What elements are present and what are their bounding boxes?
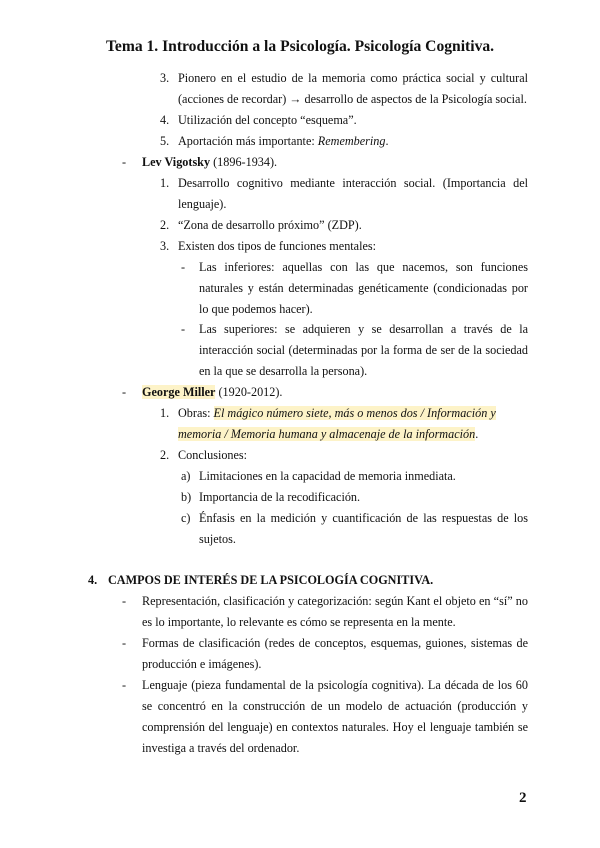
list-number: 1.: [160, 406, 170, 420]
sub-item-text: Las superiores: se adquieren y se desarrollan a través de la: [199, 322, 528, 336]
list-item-text: comprensión del lenguaje) en contextos naturales. Hoy el lenguaje también se: [142, 720, 528, 734]
list-number: 3.: [160, 239, 170, 253]
list-item-text: investiga a través del ordenador.: [142, 741, 300, 755]
works-line: [178, 427, 478, 441]
list-item-text: es lo importante, lo relevante es cómo se representa en la mente.: [142, 615, 456, 629]
works-titles: El mágico número siete, más o menos dos / Información y: [213, 406, 496, 420]
list-item-text: “Zona de desarrollo próximo” (ZDP).: [178, 218, 362, 232]
sub-item-text: en la que se desarrolla la persona).: [199, 364, 368, 378]
sub-item-text: Limitaciones en la capacidad de memoria inmediata.: [199, 469, 456, 483]
author-entry: [142, 385, 282, 399]
section-heading: CAMPOS DE INTERÉS DE LA PSICOLOGÍA COGNITIVA.: [108, 573, 434, 587]
sub-item-text: sujetos.: [199, 532, 236, 546]
author-entry: [142, 155, 277, 169]
letter-marker: c): [181, 511, 191, 525]
page-title: Tema 1. Introducción a la Psicología. Psicología Cognitiva.: [105, 38, 495, 55]
bullet: -: [122, 385, 127, 399]
author-name: Lev Vigotsky: [142, 155, 211, 169]
page-number: 2: [519, 790, 527, 806]
list-item-text: Desarrollo cognitivo mediante interacción social. (Importancia del: [178, 176, 528, 190]
list-item-text: producción e imágenes).: [142, 657, 262, 671]
works-titles: memoria / Memoria humana y almacenaje de la información: [178, 427, 476, 441]
list-item-text-prefix: Aportación más importante:: [178, 134, 318, 148]
works-line: [178, 406, 496, 420]
list-item-text: se concentró en la construcción de un modelo de actuación (producción y: [142, 699, 528, 713]
list-number: 3.: [160, 71, 170, 85]
list-item-text: Utilización del concepto “esquema”.: [178, 113, 357, 127]
sub-item-text: Énfasis en la medición y cuantificación de las respuestas de los: [199, 511, 528, 525]
list-item-text: Existen dos tipos de funciones mentales:: [178, 239, 377, 253]
list-number: 2.: [160, 218, 170, 232]
bullet: -: [122, 155, 127, 169]
sub-item-text: naturales y están determinadas genéticamente (condicionadas por: [199, 281, 528, 295]
sub-item-text: interacción social (determinadas por la forma de ser de la sociedad: [199, 343, 528, 357]
list-item-text: Lenguaje (pieza fundamental de la psicología cognitiva). La década de los 60: [142, 678, 528, 692]
section-number: 4.: [88, 573, 98, 587]
sub-bullet: -: [181, 322, 186, 336]
author-dates: (1896-1934).: [210, 155, 278, 169]
punctuation: .: [475, 427, 479, 441]
list-number: 2.: [160, 448, 170, 462]
bullet: -: [122, 594, 127, 608]
list-item-text: (acciones de recordar) → desarrollo de aspectos de la Psicología social.: [178, 92, 527, 106]
letter-marker: b): [181, 490, 192, 504]
book-title: Remembering: [317, 134, 386, 148]
bullet: -: [122, 678, 127, 692]
sub-item-text: Las inferiores: aquellas con las que nacemos, son funciones: [199, 260, 528, 274]
list-number: 4.: [160, 113, 170, 127]
list-item-text: [178, 134, 389, 148]
list-item-text: Formas de clasificación (redes de conceptos, esquemas, guiones, sistemas de: [142, 636, 528, 650]
list-number: 5.: [160, 134, 170, 148]
list-item-text: Representación, clasificación y categorización: según Kant el objeto en “sí” no: [142, 594, 528, 608]
bullet: -: [122, 636, 127, 650]
author-name: George Miller: [142, 385, 216, 399]
sub-bullet: -: [181, 260, 186, 274]
works-label: Obras:: [178, 406, 214, 420]
list-item-text: Conclusiones:: [178, 448, 248, 462]
sub-item-text: lo que podemos hacer).: [199, 302, 313, 316]
list-item-text: Pionero en el estudio de la memoria como práctica social y cultural: [178, 71, 528, 85]
letter-marker: a): [181, 469, 191, 483]
author-dates: (1920-2012).: [215, 385, 283, 399]
list-item-text: lenguaje).: [178, 197, 227, 211]
punctuation: .: [385, 134, 389, 148]
list-number: 1.: [160, 176, 170, 190]
sub-item-text: Importancia de la recodificación.: [199, 490, 361, 504]
